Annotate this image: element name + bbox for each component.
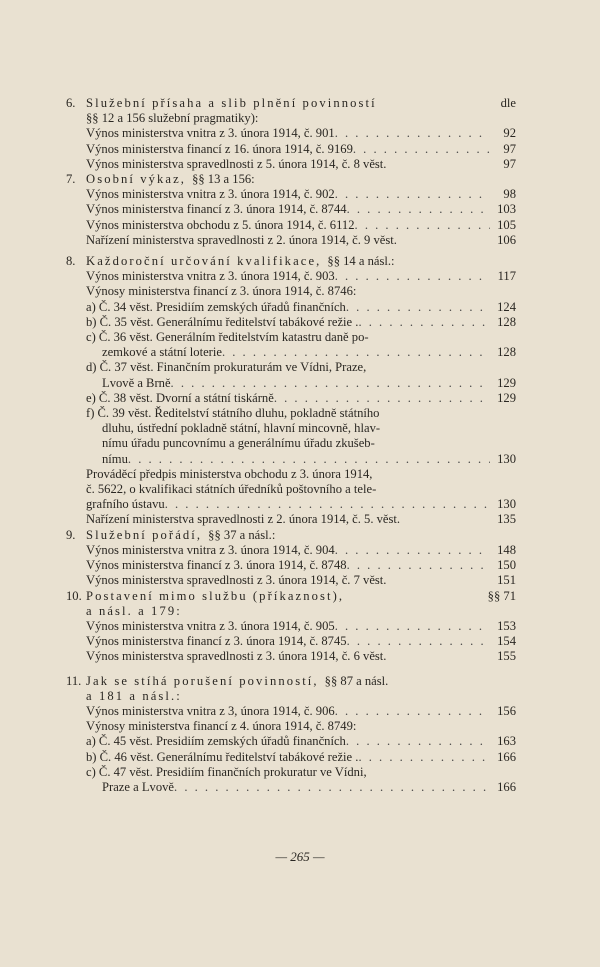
page-ref: 148	[497, 542, 516, 557]
section-title: Každoroční určování kvalifikace,	[86, 254, 322, 269]
section-heading	[66, 172, 516, 187]
toc-entry: Výnos ministerstva financí z 16. února 1914, č. 9169 . . . 97	[66, 142, 516, 157]
section-title-rest: §§ 87 a násl.	[324, 673, 389, 688]
table-of-contents	[66, 96, 516, 795]
toc-entry: Výnos ministerstva vnitra z 3. února 1914, č. 904 . . . 148	[66, 543, 516, 558]
toc-entry: Nařízení ministerstva spravedlnosti z 2. února 1914, č. 5. věst. 135	[86, 512, 516, 527]
toc-entry: Výnos ministerstva financí z 3. února 1914, č. 8744 . . . 103	[66, 202, 516, 217]
toc-entry: Výnos ministerstva spravedlnosti z 3. února 1914, č. 7 věst. 151	[86, 573, 516, 588]
toc-subentry: a) Č. 45 věst. Presidiím zemských úřadů finančních . . . 163	[66, 734, 516, 749]
toc-subentry-continued: dluhu, ústřední pokladně státní, hlavní mincovně, hlav-	[102, 421, 381, 436]
toc-entry: Výnos ministerstva spravedlnosti z 3. února 1914, č. 6 věst. 155	[86, 649, 516, 664]
toc-subentry: c) Č. 47 věst. Presidiím finančních prokuratur ve Vídni,	[86, 764, 367, 779]
section-heading	[66, 254, 516, 269]
toc-entry: Výnos ministerstva vnitra z 3, února 1914, č. 906 . . . 156	[66, 704, 516, 719]
section-number: 9.	[66, 527, 76, 542]
section-title: Služební přísaha a slib plnění povinností	[86, 96, 377, 110]
toc-entry: Výnos ministerstva financí z 3. února 1914, č. 8748 . . . 150	[66, 558, 516, 573]
toc-entry: Výnosy ministerstva financí z 3. února 1914, č. 8746:	[86, 284, 357, 299]
page-ref: 151	[497, 573, 516, 588]
toc-entry-continued: grafního ústavu . . . 130	[66, 497, 516, 512]
section-title-rest: §§ 37 a násl.:	[208, 527, 276, 542]
toc-entry: Výnos ministerstva vnitra z 3. února 1914, č. 905 . . . 153	[66, 619, 516, 634]
toc-entry: Výnos ministerstva spravedlnosti z 5. února 1914, č. 8 věst. 97	[86, 156, 516, 171]
page-ref: 166	[497, 779, 516, 794]
section-number: 8.	[66, 254, 76, 269]
page-ref: 124	[497, 299, 516, 314]
section-number: 10.	[66, 588, 82, 603]
toc-entry: Výnos ministerstva vnitra z 3. února 1914, č. 901 . . . 92	[66, 126, 516, 141]
section-title-rest: §§ 13 a 156:	[192, 172, 255, 187]
toc-entry: Výnos ministerstva obchodu z 5. února 1914, č. 6112 . . . 105	[66, 218, 516, 233]
page-ref: 130	[497, 497, 516, 512]
toc-subentry-continued: zemkové a státní loterie . . . 128	[66, 345, 516, 360]
page-ref: 97	[503, 141, 516, 156]
section-number: 6.	[66, 96, 76, 110]
section-number: 11.	[66, 673, 82, 688]
toc-subentry-continued: Praze a Lvově . . . 166	[66, 780, 516, 795]
page-ref: 153	[497, 618, 516, 633]
section-title-continued: §§ 12 a 156 služební pragmatiky):	[86, 111, 259, 126]
section-title-rest: §§ 14 a násl.:	[327, 254, 395, 269]
section-title: Jak se stíhá porušení povinností,	[86, 673, 319, 688]
section-heading	[66, 528, 516, 543]
page-ref: 129	[497, 390, 516, 405]
toc-entry: Výnosy ministerstva financí z 4. února 1914, č. 8749:	[86, 719, 357, 734]
section-heading	[66, 589, 516, 604]
page-ref: 154	[497, 634, 516, 649]
page-ref: 92	[503, 126, 516, 141]
page-ref: 103	[497, 202, 516, 217]
section-title: Osobní výkaz,	[86, 172, 187, 187]
toc-subentry: b) Č. 35 věst. Generálnímu ředitelství tabákové režie . . . . 128	[66, 315, 516, 330]
page-ref: 97	[503, 156, 516, 171]
page-ref: 128	[497, 345, 516, 360]
section-title-tail: dle	[500, 96, 516, 110]
page-ref: 128	[497, 314, 516, 329]
page-ref: 130	[497, 451, 516, 466]
toc-entry: Prováděcí předpis ministerstva obchodu z 3. února 1914,	[86, 466, 373, 481]
page-ref: 129	[497, 375, 516, 390]
section-heading	[66, 96, 516, 111]
toc-entry: Výnos ministerstva financí z 3. února 1914, č. 8745 . . . 154	[66, 634, 516, 649]
toc-subentry-continued: Lvově a Brně . . . 129	[66, 376, 516, 391]
section-number: 7.	[66, 172, 76, 187]
page-ref: 135	[497, 512, 516, 527]
section-title: Služební pořádí,	[86, 527, 203, 542]
page-ref: 150	[497, 558, 516, 573]
page-ref: 98	[503, 187, 516, 202]
toc-subentry: b) Č. 46 věst. Generálnímu ředitelství tabákové režie . . . . 166	[66, 750, 516, 765]
page-ref: 106	[497, 232, 516, 247]
page-ref: 105	[497, 217, 516, 232]
section-title-continued: a násl. a 179:	[86, 603, 182, 618]
toc-entry: Výnos ministerstva vnitra z 3. února 1914, č. 903 . . . 117	[66, 269, 516, 284]
toc-entry: Výnos ministerstva vnitra z 3. února 1914, č. 902 . . . 98	[66, 187, 516, 202]
page-ref: 166	[497, 749, 516, 764]
toc-subentry-continued: nímu úřadu puncovnímu a generálnímu úřadu zkušeb-	[102, 436, 375, 451]
toc-subentry: a) Č. 34 věst. Presidiím zemských úřadů finančních . . . 124	[66, 300, 516, 315]
page-ref: 163	[497, 734, 516, 749]
page-ref: 155	[497, 649, 516, 664]
toc-subentry-continued: nímu . . . 130	[66, 452, 516, 467]
toc-entry-continued: č. 5622, o kvalifikaci státních úředníků poštovního a tele-	[86, 482, 377, 497]
page-ref: 117	[497, 269, 516, 284]
toc-subentry: f) Č. 39 věst. Ředitelství státního dluhu, pokladně státního	[86, 406, 380, 421]
section-title: Postavení mimo službu (příkaznost),	[86, 588, 345, 603]
toc-subentry: d) Č. 37 věst. Finančním prokuraturám ve Vídni, Praze,	[86, 360, 367, 375]
page-number: — 265 —	[275, 849, 325, 864]
section-heading	[66, 674, 516, 689]
toc-subentry: c) Č. 36 věst. Generálním ředitelstvím katastru daně po-	[86, 330, 369, 345]
page-ref: 156	[497, 703, 516, 718]
section-title-continued: a 181 a násl.:	[86, 688, 182, 703]
toc-entry: Nařízení ministerstva spravedlnosti z 2. února 1914, č. 9 věst. 106	[86, 232, 516, 247]
toc-subentry: e) Č. 38 věst. Dvorní a státní tiskárně . . . 129	[66, 391, 516, 406]
section-title-rest: §§ 71	[487, 588, 516, 603]
